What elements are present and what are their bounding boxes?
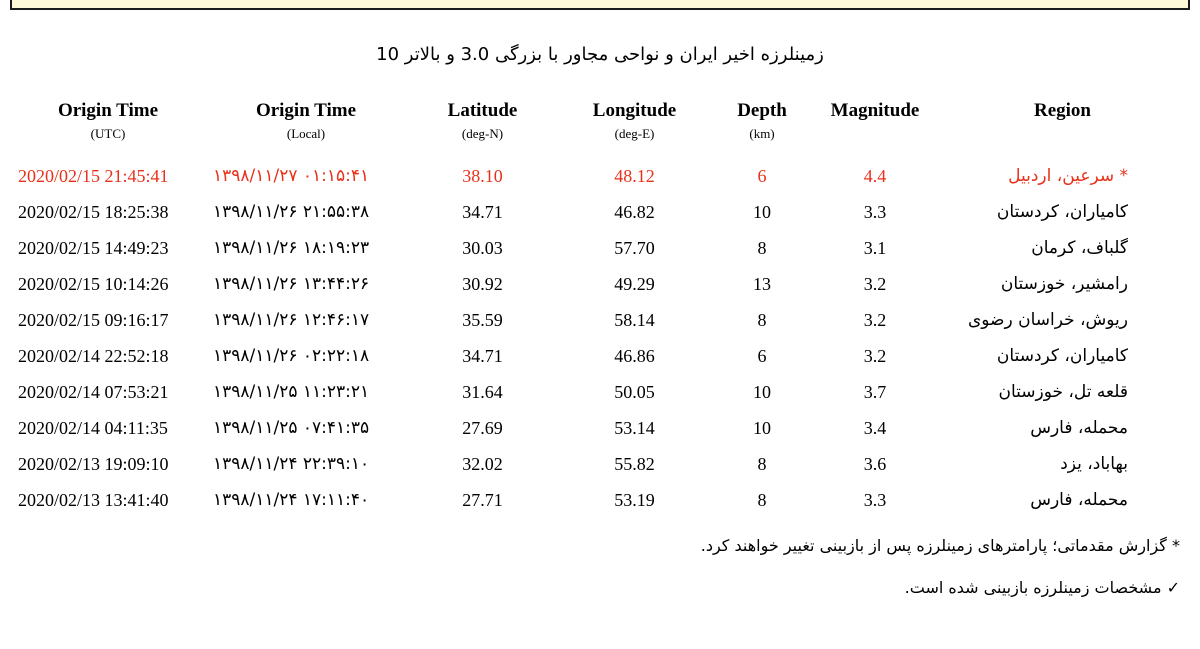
longitude-cell: 57.70 [614, 238, 655, 258]
table-row [0, 230, 1200, 266]
latitude-cell: 30.03 [462, 238, 503, 258]
table-row [0, 482, 1200, 518]
longitude-cell: 46.86 [614, 346, 655, 366]
magnitude-cell: 4.4 [863, 166, 887, 186]
header-region-label: Region [1034, 100, 1091, 121]
origin-time-local: ۱۳۹۸/۱۱/۲۶ ۲۱:۵۵:۳۸ [213, 202, 370, 222]
latitude-cell: 27.71 [462, 490, 503, 510]
header-utc-unit: (UTC) [90, 126, 126, 141]
latitude-cell: 34.71 [462, 202, 503, 222]
table-row [0, 158, 1200, 194]
table-row [0, 374, 1200, 410]
region-cell: کامیاران، کردستان [996, 202, 1128, 222]
header-latitude-label: Latitude [447, 100, 518, 121]
origin-time-utc: 2020/02/13 19:09:10 [18, 454, 169, 474]
region-cell: کامیاران، کردستان [996, 346, 1128, 366]
latitude-cell: 27.69 [462, 418, 503, 438]
header-magnitude-label: Magnitude [830, 100, 920, 121]
depth-cell: 10 [753, 382, 771, 402]
header-depth-unit: (km) [749, 126, 775, 141]
longitude-cell: 50.05 [614, 382, 655, 402]
magnitude-cell: 3.2 [863, 310, 887, 330]
magnitude-cell: 3.3 [863, 202, 887, 222]
magnitude-cell: 3.1 [863, 238, 887, 258]
header-depth-label: Depth [737, 100, 787, 121]
page-title: 10 زمینلرزه اخیر ایران و نواحی مجاور با بزرگی 3.0 و بالاتر [376, 44, 824, 65]
header-local-unit: (Local) [286, 126, 326, 141]
origin-time-local: ۱۳۹۸/۱۱/۲۵ ۱۱:۲۳:۲۱ [213, 382, 370, 402]
region-cell: محمله، فارس [1030, 490, 1128, 510]
origin-time-local: ۱۳۹۸/۱۱/۲۴ ۱۷:۱۱:۴۰ [213, 490, 370, 510]
reviewed-note: ✓ مشخصات زمینلرزه بازبینی شده است. [904, 578, 1180, 597]
region-cell: رامشیر، خوزستان [1000, 274, 1128, 294]
header-depth [722, 100, 802, 142]
longitude-cell: 46.82 [614, 202, 655, 222]
top-frame-bar [10, 0, 1190, 10]
origin-time-local: ۱۳۹۸/۱۱/۲۶ ۱۳:۴۴:۲۶ [213, 274, 370, 294]
depth-cell: 8 [757, 310, 767, 330]
latitude-cell: 32.02 [462, 454, 503, 474]
longitude-cell: 55.82 [614, 454, 655, 474]
header-local-label: Origin Time [255, 100, 357, 121]
longitude-cell: 53.14 [614, 418, 655, 438]
origin-time-utc: 2020/02/15 14:49:23 [18, 238, 169, 258]
header-utc [18, 100, 198, 142]
depth-cell: 6 [757, 346, 767, 366]
header-longitude [572, 100, 697, 142]
header-local [213, 100, 399, 142]
table-row [0, 338, 1200, 374]
origin-time-utc: 2020/02/15 18:25:38 [18, 202, 169, 222]
header-longitude-unit: (deg-E) [614, 126, 655, 141]
depth-cell: 13 [753, 274, 771, 294]
latitude-cell: 35.59 [462, 310, 503, 330]
origin-time-utc: 2020/02/15 21:45:41 [18, 166, 169, 186]
origin-time-utc: 2020/02/14 22:52:18 [18, 346, 169, 366]
magnitude-cell: 3.4 [863, 418, 887, 438]
magnitude-cell: 3.7 [863, 382, 887, 402]
region-cell: ریوش، خراسان رضوی [967, 310, 1128, 330]
latitude-cell: 30.92 [462, 274, 503, 294]
depth-cell: 6 [757, 166, 767, 186]
preliminary-note: * گزارش مقدماتی؛ پارامترهای زمینلرزه پس از بازبینی تغییر خواهند کرد. [700, 536, 1180, 555]
region-cell: محمله، فارس [1030, 418, 1128, 438]
origin-time-utc: 2020/02/15 10:14:26 [18, 274, 169, 294]
magnitude-cell: 3.3 [863, 490, 887, 510]
header-region [990, 100, 1135, 122]
table-row [0, 410, 1200, 446]
header-latitude [420, 100, 545, 142]
origin-time-utc: 2020/02/13 13:41:40 [18, 490, 169, 510]
origin-time-local: ۱۳۹۸/۱۱/۲۴ ۲۲:۳۹:۱۰ [213, 454, 370, 474]
origin-time-utc: 2020/02/14 04:11:35 [18, 418, 168, 438]
depth-cell: 10 [753, 418, 771, 438]
header-magnitude [820, 100, 930, 122]
magnitude-cell: 3.2 [863, 346, 887, 366]
longitude-cell: 58.14 [614, 310, 655, 330]
depth-cell: 8 [757, 454, 767, 474]
region-cell: * سرعین، اردبیل [1008, 166, 1128, 186]
longitude-cell: 53.19 [614, 490, 655, 510]
table-row [0, 302, 1200, 338]
table-row [0, 194, 1200, 230]
table-row [0, 446, 1200, 482]
origin-time-local: ۱۳۹۸/۱۱/۲۶ ۱۲:۴۶:۱۷ [213, 310, 370, 330]
header-longitude-label: Longitude [592, 100, 677, 121]
magnitude-cell: 3.2 [863, 274, 887, 294]
region-cell: قلعه تل، خوزستان [998, 382, 1128, 402]
region-cell: بهاباد، یزد [1060, 454, 1128, 474]
latitude-cell: 38.10 [462, 166, 503, 186]
origin-time-local: ۱۳۹۸/۱۱/۲۵ ۰۷:۴۱:۳۵ [213, 418, 370, 438]
latitude-cell: 31.64 [462, 382, 503, 402]
origin-time-local: ۱۳۹۸/۱۱/۲۷ ۰۱:۱۵:۴۱ [213, 166, 370, 186]
magnitude-cell: 3.6 [863, 454, 887, 474]
origin-time-local: ۱۳۹۸/۱۱/۲۶ ۱۸:۱۹:۲۳ [213, 238, 370, 258]
header-utc-label: Origin Time [57, 100, 159, 121]
table-row [0, 266, 1200, 302]
depth-cell: 10 [753, 202, 771, 222]
origin-time-local: ۱۳۹۸/۱۱/۲۶ ۰۲:۲۲:۱۸ [213, 346, 370, 366]
depth-cell: 8 [757, 490, 767, 510]
header-latitude-unit: (deg-N) [461, 126, 504, 141]
origin-time-utc: 2020/02/15 09:16:17 [18, 310, 169, 330]
depth-cell: 8 [757, 238, 767, 258]
region-cell: گلباف، کرمان [1031, 238, 1128, 258]
longitude-cell: 48.12 [614, 166, 655, 186]
latitude-cell: 34.71 [462, 346, 503, 366]
origin-time-utc: 2020/02/14 07:53:21 [18, 382, 169, 402]
longitude-cell: 49.29 [614, 274, 655, 294]
